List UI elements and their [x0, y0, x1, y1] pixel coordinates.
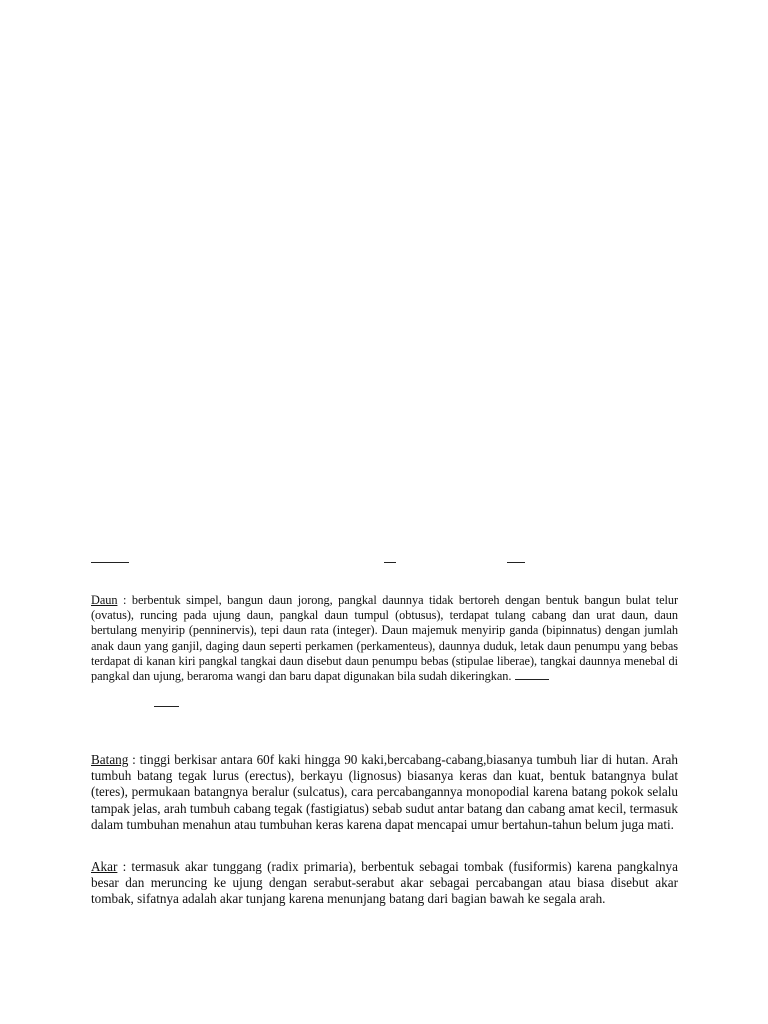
batang-term: Batang [91, 752, 129, 767]
blank-line-2 [384, 562, 396, 563]
blank-line-1 [91, 562, 129, 563]
blank-line-5 [154, 706, 179, 707]
batang-text: : tinggi berkisar antara 60f kaki hingga 90 kaki,bercabang-cabang,biasanya tumbuh liar di hutan. Arah tumbuh batang tegak lurus (erectus), berkayu (lignosus) biasanya keras dan kuat, bentuk batangnya bulat (teres), permukaan batangnya beralur (sulcatus), cara percabangannya monopodial karena batang pokok selalu tampak jelas, arah tumbuh cabang tegak (fastigiatus) sebab sudut antar batang dan cabang amat kecil, termasuk dalam tumbuhan menahun atau tumbuhan keras karena dapat mencapai umur bertahun-tahun belum juga mati. [91, 752, 678, 832]
daun-text: : berbentuk simpel, bangun daun jorong, pangkal daunnya tidak bertoreh dengan bentuk bangun bulat telur (ovatus), runcing pada ujung daun, pangkal daun tumpul (obtusus), terdapat tulang cabang dan urat daun, daun bertulang menyirip (penninervis), tepi daun rata (integer). Daun majemuk menyirip ganda (bipinnatus) dengan jumlah anak daun yang ganjil, daging daun seperti perkamen (perkamenteus), daunnya duduk, letak daun penumpu yang bebas terdapat di kanan kiri pangkal tangkai daun disebut daun penumpu bebas (stipulae liberae), tangkai daunnya menebal di pangkal dan ujung, beraroma wangi dan baru dapat digunakan bila sudah dikeringkan. [91, 593, 678, 684]
batang-paragraph [91, 752, 678, 833]
akar-paragraph [91, 859, 678, 908]
akar-text: : termasuk akar tunggang (radix primaria), berbentuk sebagai tombak (fusiformis) karena pangkalnya besar dan meruncing ke ujung dengan serabut-serabut akar sebagai percabangan atau biasa disebut akar tombak, sifatnya adalah akar tunjang karena menunjang batang dari bagian bawah ke segala arah. [91, 859, 678, 907]
daun-term: Daun [91, 593, 118, 607]
akar-term: Akar [91, 859, 118, 874]
daun-paragraph [91, 593, 678, 684]
blank-line-4 [515, 669, 549, 680]
blank-line-3 [507, 562, 525, 563]
